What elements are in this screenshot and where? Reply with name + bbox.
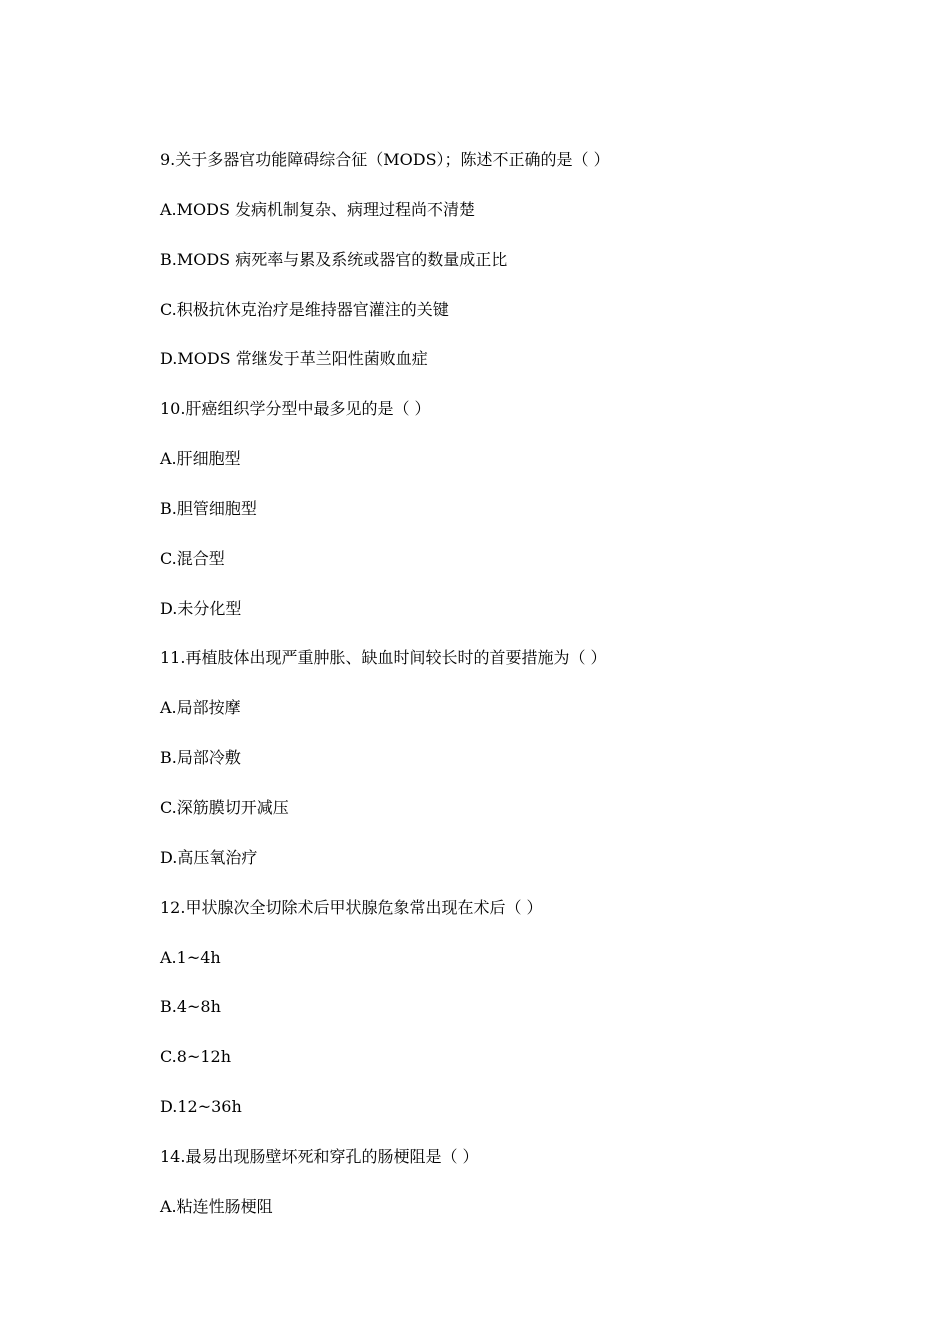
question-9-option-d: D.MODS 常继发于革兰阳性菌败血症 bbox=[160, 349, 428, 369]
question-11-option-d: D.高压氧治疗 bbox=[160, 847, 258, 867]
question-12-option-d: D.12~36h bbox=[160, 1097, 242, 1117]
question-10-stem: 10.肝癌组织学分型中最多见的是（ ） bbox=[160, 399, 431, 419]
question-10-option-d: D.未分化型 bbox=[160, 598, 242, 618]
question-10-option-c: C.混合型 bbox=[160, 548, 225, 568]
question-12-option-a: A.1~4h bbox=[160, 947, 221, 967]
question-12-option-b: B.4~8h bbox=[160, 997, 221, 1017]
question-9-stem: 9.关于多器官功能障碍综合征（MODS）；陈述不正确的是（ ） bbox=[160, 150, 610, 169]
question-11-option-b: B.局部冷敷 bbox=[160, 748, 241, 768]
question-12-option-c: C.8~12h bbox=[160, 1047, 232, 1067]
question-11-stem: 11.再植肢体出现严重肿胀、缺血时间较长时的首要措施为（ ） bbox=[160, 648, 607, 668]
document-body bbox=[160, 147, 860, 1244]
question-10-option-a: A.肝细胞型 bbox=[160, 449, 241, 469]
question-12-stem: 12.甲状腺次全切除术后甲状腺危象常出现在术后（ ） bbox=[160, 897, 543, 917]
question-9-option-a: A.MODS 发病机制复杂、病理过程尚不清楚 bbox=[160, 199, 476, 219]
question-10-option-b: B.胆管细胞型 bbox=[160, 498, 257, 518]
question-11-option-c: C.深筋膜切开减压 bbox=[160, 797, 289, 817]
question-9-option-c: C.积极抗休克治疗是维持器官灌注的关键 bbox=[160, 299, 449, 319]
question-14-option-a: A.粘连性肠梗阻 bbox=[160, 1196, 273, 1216]
question-11-option-a: A.局部按摩 bbox=[160, 698, 241, 718]
question-9-option-b: B.MODS 病死率与累及系统或器官的数量成正比 bbox=[160, 249, 508, 269]
question-14-stem: 14.最易出现肠壁坏死和穿孔的肠梗阻是（ ） bbox=[160, 1146, 479, 1166]
